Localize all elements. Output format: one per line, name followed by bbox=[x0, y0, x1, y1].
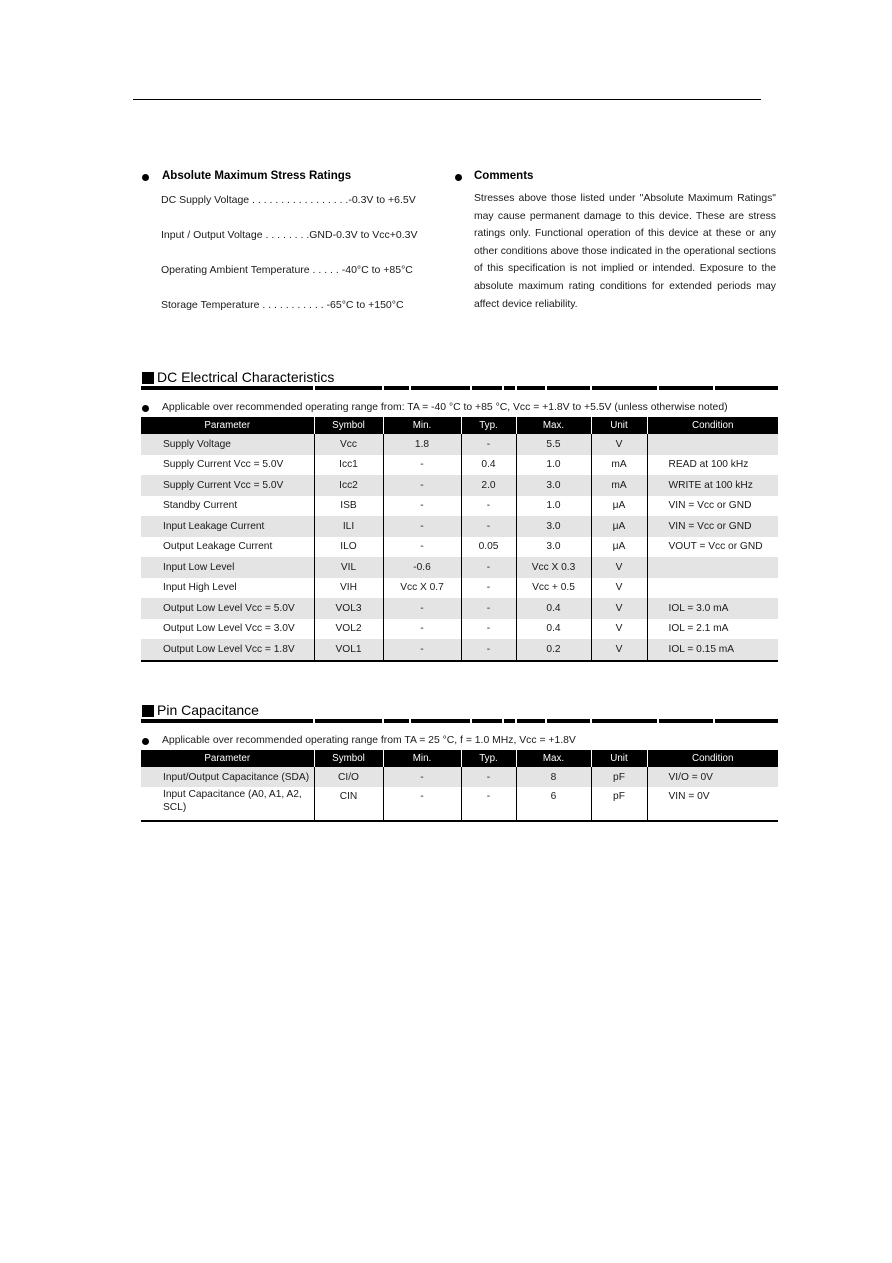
comments-text: Stresses above those listed under "Absolute Maximum Ratings" may cause permanent damage to this device. These are stress ratings only. Functional operation of this device at these or any other conditions above those indicated in the operational sections of this specification is not implied or intended. Exposure to the absolute maximum rating conditions for extended periods may affect device reliability. bbox=[474, 193, 776, 310]
table-cell: 1.0 bbox=[516, 496, 591, 517]
table-row bbox=[141, 496, 778, 517]
table-cell: VOL3 bbox=[314, 598, 383, 619]
column-header: Min. bbox=[383, 750, 461, 767]
table-cell: - bbox=[383, 767, 461, 787]
bullet-icon bbox=[455, 174, 462, 181]
column-header: Condition bbox=[647, 417, 778, 434]
table-cell: Output Low Level Vcc = 3.0V bbox=[163, 623, 295, 635]
table-cell: - bbox=[461, 598, 516, 619]
section-rule bbox=[141, 386, 778, 390]
table-row bbox=[141, 557, 778, 578]
table-cell: Vcc X 0.7 bbox=[383, 578, 461, 599]
table-cell: VOUT = Vcc or GND bbox=[647, 537, 778, 558]
column-header: Max. bbox=[516, 417, 591, 434]
section-marker-icon bbox=[142, 705, 154, 717]
rating-line: Storage Temperature . . . . . . . . . . . -65°C to +150°C bbox=[161, 299, 404, 311]
table-cell: Vcc bbox=[314, 434, 383, 455]
table-cell: VIL bbox=[314, 557, 383, 578]
table-cell: - bbox=[383, 455, 461, 476]
table-cell: READ at 100 kHz bbox=[647, 455, 778, 476]
column-header: Unit bbox=[591, 750, 647, 767]
rating-line: Operating Ambient Temperature . . . . . -40°C to +85°C bbox=[161, 264, 413, 276]
table-cell: 0.2 bbox=[516, 639, 591, 661]
table-cell: μA bbox=[591, 537, 647, 558]
pin-capacitance-table bbox=[141, 750, 778, 822]
column-header: Typ. bbox=[461, 750, 516, 767]
table-cell: V bbox=[591, 557, 647, 578]
table-cell: - bbox=[383, 496, 461, 517]
table-row bbox=[141, 475, 778, 496]
table-row bbox=[141, 598, 778, 619]
table-cell: - bbox=[383, 516, 461, 537]
table-cell bbox=[647, 434, 778, 455]
table-cell: Vcc X 0.3 bbox=[516, 557, 591, 578]
table-cell: IOL = 2.1 mA bbox=[647, 619, 778, 640]
column-header: Parameter bbox=[141, 750, 314, 767]
table-cell bbox=[647, 578, 778, 599]
table-cell: - bbox=[461, 434, 516, 455]
table-cell: ILI bbox=[314, 516, 383, 537]
pin-section-title: Pin Capacitance bbox=[157, 702, 259, 718]
table-cell: VIN = Vcc or GND bbox=[647, 516, 778, 537]
table-cell: 1.8 bbox=[383, 434, 461, 455]
table-cell: 3.0 bbox=[516, 475, 591, 496]
table-cell: VIN = Vcc or GND bbox=[647, 496, 778, 517]
table-cell: - bbox=[461, 639, 516, 661]
table-cell: V bbox=[591, 434, 647, 455]
table-cell: 8 bbox=[516, 767, 591, 787]
table-cell: 0.4 bbox=[516, 598, 591, 619]
table-cell: - bbox=[383, 787, 461, 821]
table-cell: 6 bbox=[516, 787, 591, 821]
table-cell: - bbox=[461, 787, 516, 821]
pin-conditions-note: Applicable over recommended operating range from TA = 25 °C, f = 1.0 MHz, Vcc = +1.8V bbox=[162, 735, 576, 746]
table-cell: - bbox=[383, 537, 461, 558]
table-cell: Standby Current bbox=[163, 500, 238, 512]
table-cell: Input/Output Capacitance (SDA) bbox=[141, 767, 314, 787]
column-header: Unit bbox=[591, 417, 647, 434]
table-row bbox=[141, 578, 778, 599]
table-row bbox=[141, 434, 778, 455]
table-row bbox=[141, 619, 778, 640]
table-row bbox=[141, 537, 778, 558]
column-header: Condition bbox=[647, 750, 778, 767]
section-rule bbox=[141, 719, 778, 723]
table-cell: Output Low Level Vcc = 1.8V bbox=[141, 639, 314, 661]
table-cell: IOL = 3.0 mA bbox=[647, 598, 778, 619]
table-cell: VOL2 bbox=[314, 619, 383, 640]
table-cell: Output Leakage Current bbox=[163, 541, 273, 553]
table-cell: 3.0 bbox=[516, 516, 591, 537]
table-cell: VIH bbox=[314, 578, 383, 599]
table-cell: V bbox=[591, 639, 647, 661]
column-header: Typ. bbox=[461, 417, 516, 434]
table-cell: VOL1 bbox=[314, 639, 383, 661]
table-cell: Output Low Level Vcc = 5.0V bbox=[141, 598, 314, 619]
dc-conditions-note: Applicable over recommended operating range from: TA = -40 °C to +85 °C, Vcc = +1.8V to +5.5V (unless otherwise noted) bbox=[162, 402, 728, 413]
table-cell: IOL = 0.15 mA bbox=[647, 639, 778, 661]
table-cell: - bbox=[461, 496, 516, 517]
table-cell: pF bbox=[591, 787, 647, 821]
table-cell: 5.5 bbox=[516, 434, 591, 455]
table-cell: VIN = 0V bbox=[647, 787, 778, 821]
table-cell: ISB bbox=[314, 496, 383, 517]
table-cell: - bbox=[461, 767, 516, 787]
table-row bbox=[141, 767, 778, 787]
table-cell: Input Leakage Current bbox=[141, 516, 314, 537]
table-cell: mA bbox=[591, 475, 647, 496]
table-cell: CI/O bbox=[314, 767, 383, 787]
table-cell: 0.05 bbox=[461, 537, 516, 558]
table-cell: - bbox=[461, 557, 516, 578]
dc-section-title: DC Electrical Characteristics bbox=[157, 369, 335, 385]
rating-line: Input / Output Voltage . . . . . . . .GND-0.3V to Vcc+0.3V bbox=[161, 229, 418, 241]
table-cell: - bbox=[383, 639, 461, 661]
table-cell: - bbox=[383, 475, 461, 496]
table-cell: - bbox=[461, 619, 516, 640]
table-cell: - bbox=[383, 598, 461, 619]
table-cell: pF bbox=[591, 767, 647, 787]
section-marker-icon bbox=[142, 372, 154, 384]
table-cell: Input Low Level bbox=[141, 557, 314, 578]
table-cell bbox=[647, 557, 778, 578]
ratings-heading: Absolute Maximum Stress Ratings bbox=[162, 170, 352, 182]
comments-heading: Comments bbox=[474, 170, 534, 182]
table-row bbox=[141, 787, 778, 821]
table-cell: CIN bbox=[314, 787, 383, 821]
table-row bbox=[141, 516, 778, 537]
table-cell: V bbox=[591, 578, 647, 599]
table-cell: μA bbox=[591, 496, 647, 517]
pin-section-header bbox=[141, 703, 778, 723]
table-cell: - bbox=[461, 516, 516, 537]
column-header: Parameter bbox=[141, 417, 314, 434]
page-top-rule bbox=[133, 99, 761, 100]
table-cell: Vcc + 0.5 bbox=[516, 578, 591, 599]
table-cell: Supply Current Vcc = 5.0V bbox=[163, 459, 284, 471]
dc-section-header bbox=[141, 370, 778, 390]
table-cell: V bbox=[591, 619, 647, 640]
column-header: Symbol bbox=[314, 750, 383, 767]
bullet-icon bbox=[142, 738, 149, 745]
table-cell: WRITE at 100 kHz bbox=[647, 475, 778, 496]
table-cell: Input High Level bbox=[163, 582, 237, 594]
table-cell: μA bbox=[591, 516, 647, 537]
bullet-icon bbox=[142, 405, 149, 412]
table-cell: ILO bbox=[314, 537, 383, 558]
table-cell: mA bbox=[591, 455, 647, 476]
table-cell: Supply Current Vcc = 5.0V bbox=[141, 475, 314, 496]
table-cell: 2.0 bbox=[461, 475, 516, 496]
table-row bbox=[141, 639, 778, 661]
column-header: Max. bbox=[516, 750, 591, 767]
table-cell: 0.4 bbox=[461, 455, 516, 476]
bullet-icon bbox=[142, 174, 149, 181]
table-cell: Icc2 bbox=[314, 475, 383, 496]
column-header: Symbol bbox=[314, 417, 383, 434]
table-cell: Input Capacitance (A0, A1, A2, SCL) bbox=[141, 787, 314, 821]
table-cell: - bbox=[461, 578, 516, 599]
table-cell: VI/O = 0V bbox=[647, 767, 778, 787]
rating-line: DC Supply Voltage . . . . . . . . . . . . . . . . .-0.3V to +6.5V bbox=[161, 194, 416, 206]
table-cell: 0.4 bbox=[516, 619, 591, 640]
table-cell: -0.6 bbox=[383, 557, 461, 578]
table-cell: - bbox=[383, 619, 461, 640]
table-row bbox=[141, 455, 778, 476]
table-cell: Supply Voltage bbox=[141, 434, 314, 455]
column-header: Min. bbox=[383, 417, 461, 434]
table-cell: 3.0 bbox=[516, 537, 591, 558]
table-cell: Icc1 bbox=[314, 455, 383, 476]
dc-characteristics-table bbox=[141, 417, 778, 662]
table-cell: 1.0 bbox=[516, 455, 591, 476]
table-cell: V bbox=[591, 598, 647, 619]
